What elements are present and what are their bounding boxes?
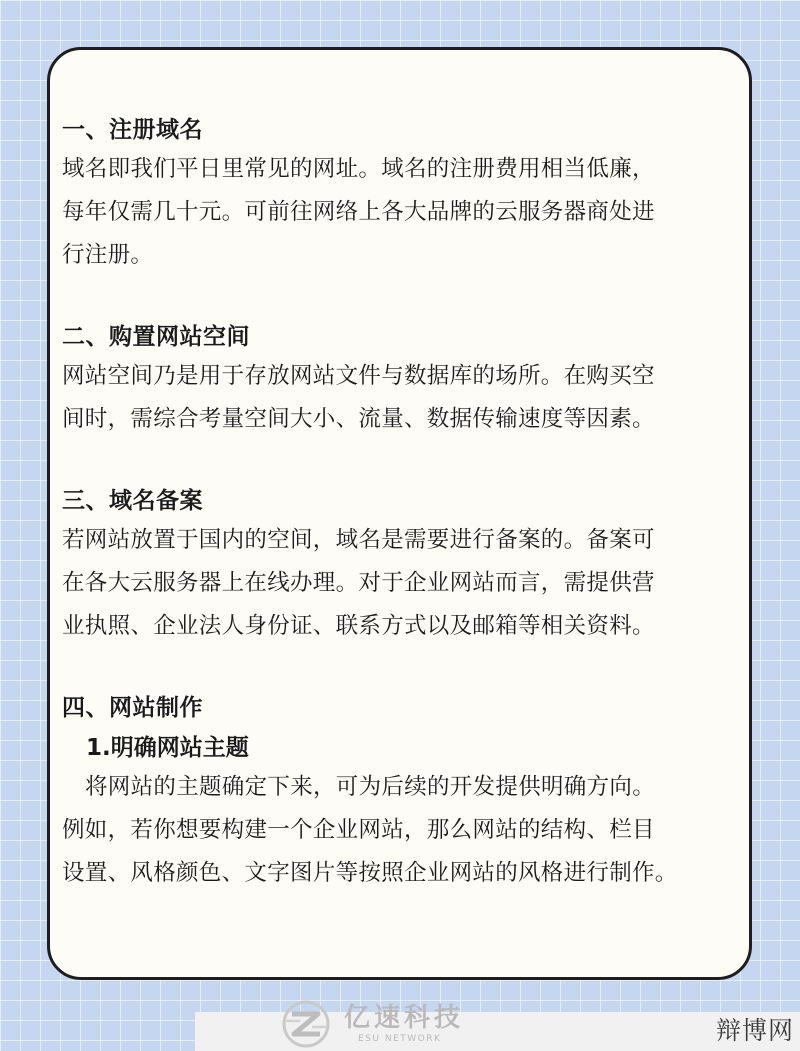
site-watermark: 辩博网 bbox=[715, 1016, 794, 1045]
paragraph-line: 例如，若你想要构建一个企业网站，那么网站的结构、栏目 bbox=[62, 817, 655, 843]
paragraph-line: 业执照、企业法人身份证、联系方式以及邮箱等相关资料。 bbox=[62, 613, 655, 639]
paragraph-line: 将网站的主题确定下来，可为后续的开发提供明确方向。 bbox=[85, 774, 656, 800]
section-site-building bbox=[62, 690, 739, 895]
paragraph-line: 设置、风格颜色、文字图片等按照企业网站的风格进行制作。 bbox=[62, 860, 678, 886]
brand-logo bbox=[278, 997, 478, 1051]
paragraph-line: 每年仅需几十元。可前往网络上各大品牌的云服务器商处进 bbox=[62, 199, 655, 225]
section-register-domain bbox=[62, 112, 739, 277]
paragraph-line: 间时，需综合考量空间大小、流量、数据传输速度等因素。 bbox=[62, 406, 655, 432]
section-title: 四、网站制作 bbox=[62, 695, 203, 721]
section-title: 三、域名备案 bbox=[62, 488, 203, 514]
section-title: 一、注册域名 bbox=[62, 117, 203, 143]
paragraph-line: 在各大云服务器上在线办理。对于企业网站而言，需提供营 bbox=[62, 570, 655, 596]
paragraph-line: 若网站放置于国内的空间，域名是需要进行备案的。备案可 bbox=[62, 527, 655, 553]
logo-chinese-name: 亿速科技 bbox=[344, 1003, 465, 1033]
section-title: 二、购置网站空间 bbox=[62, 324, 250, 350]
section-subtitle: 1.明确网站主题 bbox=[86, 735, 249, 761]
paragraph-line: 行注册。 bbox=[62, 242, 154, 268]
article-card bbox=[47, 47, 752, 980]
paragraph-line: 网站空间乃是用于存放网站文件与数据库的场所。在购买空 bbox=[62, 363, 655, 389]
esu-logo-icon bbox=[278, 999, 334, 1049]
section-domain-filing bbox=[62, 483, 739, 648]
paragraph-line: 域名即我们平日里常见的网址。域名的注册费用相当低廉， bbox=[62, 156, 655, 182]
logo-english-name: ESU NETWORK bbox=[358, 1034, 442, 1044]
section-buy-hosting bbox=[62, 319, 739, 441]
